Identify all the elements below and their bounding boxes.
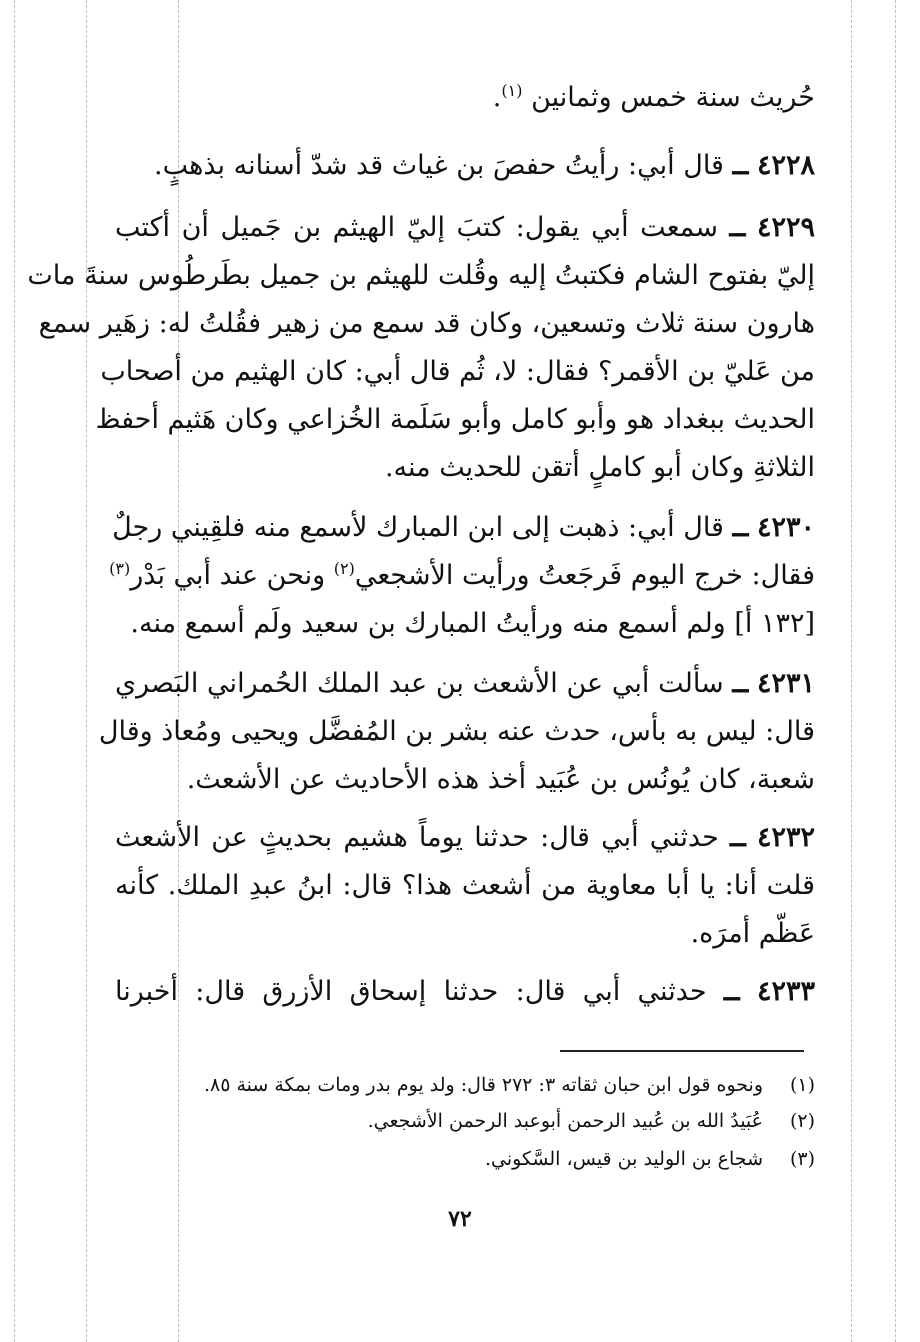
entry-number: ٤٢٣٠: [756, 512, 815, 543]
entry-dash: ــ: [723, 976, 740, 1007]
footnote-text: عُبَيدُ الله بن عُبيد الرحمن أبوعبد الرحمن الأشجعي.: [367, 1110, 763, 1132]
text-line: عَظّم أمرَه.: [690, 918, 815, 949]
footnote-ref: (١): [501, 81, 523, 100]
entry-number: ٤٢٣١: [756, 668, 815, 699]
line-text: فقال: خرج اليوم فَرجَعتُ ورأيت الأشجعي: [354, 560, 815, 591]
entry-number: ٤٢٢٩: [756, 212, 815, 243]
text-line: هارون سنة ثلاث وتسعين، وكان قد سمع من زهير فقُلتُ له: زهَير سمع: [38, 308, 815, 339]
text-line: [115, 604, 815, 644]
footnote-text: ونحوه قول ابن حبان ثقاته ٣: ٢٧٢ قال: ولد يوم بدر ومات بمكة سنة ٨٥.: [203, 1074, 763, 1096]
line-text: سمعت أبي يقول: كتبَ إليّ الهيثم بن جَميل أن أكتب: [115, 212, 718, 243]
footnote-2: [115, 1106, 815, 1136]
text-line: الثلاثةِ وكان أبو كاملٍ أتقن للحديث منه.: [384, 452, 815, 483]
punct: .: [492, 82, 502, 113]
footnote-mark: (١): [789, 1074, 815, 1096]
line-text: ونحن عند أبي بَدْر: [130, 560, 326, 591]
footnote-1: [115, 1070, 815, 1100]
entry-dash: ــ: [729, 822, 746, 853]
footnote-mark: (٣): [789, 1148, 815, 1170]
entry-dash: ــ: [732, 150, 749, 181]
footnote-3: [115, 1144, 815, 1174]
footnote-text: شجاع بن الوليد بن قيس، السَّكوني.: [484, 1148, 763, 1170]
entry-number: ٤٢٣٢: [756, 822, 815, 853]
line-text: حُريث سنة خمس وثمانين: [531, 82, 815, 113]
page-number: ٧٢: [448, 1206, 472, 1232]
line-text: حدثني أبي قال: حدثنا يوماً هشيم بحديثٍ عن الأشعث: [115, 822, 719, 853]
text-line: قلت أنا: يا أبا معاوية من أشعث هذا؟ قال: ابنُ عبدِ الملك. كأنه: [115, 870, 815, 901]
entry-dash: ــ: [729, 212, 746, 243]
text-line: قال: ليس به بأس، حدث عنه بشر بن المُفضَّل ويحيى ومُعاذ وقال: [98, 716, 815, 747]
footnote-separator: [560, 1050, 804, 1052]
text-line: إليّ بفتوح الشام فكتبتُ إليه وقُلت للهيثم بن جميل بطَرطُوس سنةَ مات: [27, 260, 815, 291]
line-text: قال أبي: رأيتُ حفصَ بن غياث قد شدّ أسنانه بذهبٍ.: [154, 150, 724, 181]
entry-4233: [115, 972, 815, 1012]
footnote-ref: (٣): [109, 559, 131, 578]
entry-4230: [112, 508, 815, 548]
entry-dash: ــ: [732, 512, 749, 543]
text-line: الحديث ببغداد هو وأبو كامل وأبو سَلَمة الخُزاعي وكان هَثيم أحفظ: [95, 404, 815, 435]
footnote-mark: (٢): [789, 1110, 815, 1132]
line-text: قال أبي: ذهبت إلى ابن المبارك لأسمع منه فلقِيني رجلٌ: [112, 512, 724, 543]
text-line: شعبة، كان يُونُس بن عُبَيد أخذ هذه الأحاديث عن الأشعث.: [186, 764, 815, 795]
footnote-ref: (٢): [333, 559, 355, 578]
entry-4231: [115, 664, 815, 704]
entry-4232: [115, 818, 815, 858]
text-line: [109, 556, 815, 596]
entry-number: ٤٢٣٣: [756, 976, 815, 1007]
entry-4228: [115, 146, 815, 186]
manuscript-folio: [١٣٢ أ]: [734, 608, 815, 639]
text-line: [115, 78, 815, 118]
entry-number: ٤٢٢٨: [756, 150, 815, 181]
text-line: من عَليّ بن الأقمر؟ فقال: لا، ثُم قال أبي: كان الهثيم من أصحاب: [100, 356, 815, 387]
entry-4229: [115, 208, 815, 248]
line-text: ولم أسمع منه ورأيتُ المبارك بن سعيد ولَم أسمع منه.: [130, 608, 726, 639]
line-text: حدثني أبي قال: حدثنا إسحاق الأزرق قال: أخبرنا: [115, 976, 707, 1007]
entry-dash: ــ: [732, 668, 749, 699]
line-text: سألت أبي عن الأشعث بن عبد الملك الحُمراني البَصري: [115, 668, 724, 699]
